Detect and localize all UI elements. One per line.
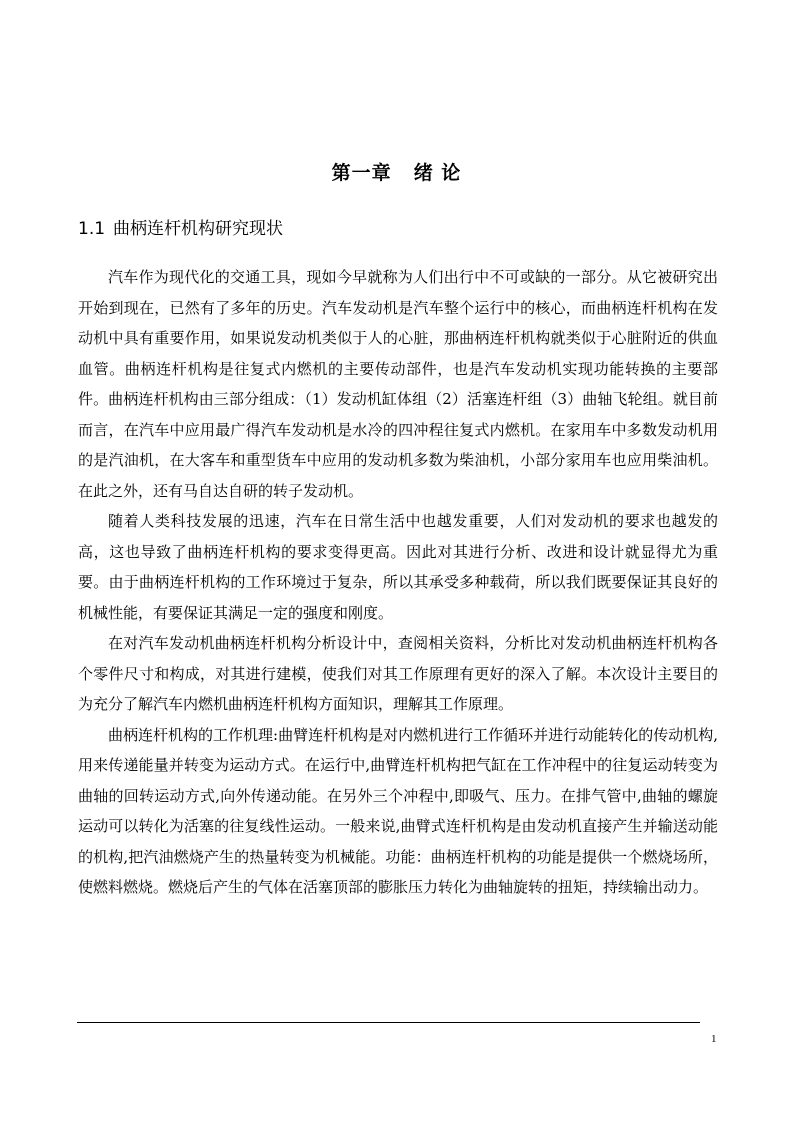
section-number: 1.1 xyxy=(78,219,106,239)
page-number: 1 xyxy=(711,1033,717,1045)
section-heading xyxy=(78,216,283,242)
chapter-name: 绪 论 xyxy=(413,162,462,184)
paragraph-3: 在对汽车发动机曲柄连杆机构分析设计中，查阅相关资料，分析比对发动机曲柄连杆机构各个零件尺寸和构成，对其进行建模，使我们对其工作原理有更好的深入了解。本次设计主要目的为充分了解汽车内燃机曲柄连杆机构方面知识，理解其工作原理。 xyxy=(78,634,718,713)
chapter-title xyxy=(0,158,793,188)
section-name: 曲柄连杆机构研究现状 xyxy=(113,219,284,239)
paragraph-2: 随着人类科技发展的迅速，汽车在日常生活中也越发重要，人们对发动机的要求也越发的高，这也导致了曲柄连杆机构的要求变得更高。因此对其进行分析、改进和设计就显得尤为重要。由于曲柄连杆机构的工作环境过于复杂，所以其承受多种载荷，所以我们既要保证其良好的机械性能，有要保证其满足一定的强度和刚度。 xyxy=(78,512,718,622)
body-text xyxy=(78,262,718,903)
paragraph-1: 汽车作为现代化的交通工具，现如今早就称为人们出行中不可或缺的一部分。从它被研究出开始到现在，已然有了多年的历史。汽车发动机是汽车整个运行中的核心，而曲柄连杆机构在发动机中具有重要作用，如果说发动机类似于人的心脏，那曲柄连杆机构就类似于心脏附近的供血血管。曲柄连杆机构是往复式内燃机的主要传动部件，也是汽车发动机实现功能转换的主要部件。曲柄连杆机构由三部分组成：（1）发动机缸体组（2）活塞连杆组（3）曲轴飞轮组。就目前而言，在汽车中应用最广得汽车发动机是水冷的四冲程往复式内燃机。在家用车中多数发动机用的是汽油机，在大客车和重型货车中应用的发动机多数为柴油机，小部分家用车也应用柴油机。在此之外，还有马自达自研的转子发动机。 xyxy=(78,268,718,500)
footer-divider xyxy=(77,1022,700,1023)
chapter-number: 第一章 xyxy=(331,162,392,184)
paragraph-4: 曲柄连杆机构的工作机理:曲臂连杆机构是对内燃机进行工作循环并进行动能转化的传动机构,用来传递能量并转变为运动方式。在运行中,曲臂连杆机构把气缸在工作冲程中的往复运动转变为曲轴的回转运动方式,向外传递动能。在另外三个冲程中,即吸气、压力。在排气管中,曲轴的螺旋运动可以转化为活塞的往复线性运动。一般来说,曲臂式连杆机构是由发动机直接产生并输送动能的机构,把汽油燃烧产生的热量转变为机械能。功能：曲柄连杆机构的功能是提供一个燃烧场所，使燃料燃烧。燃烧后产生的气体在活塞顶部的膨胀压力转化为曲轴旋转的扭矩，持续输出动力。 xyxy=(78,725,718,896)
